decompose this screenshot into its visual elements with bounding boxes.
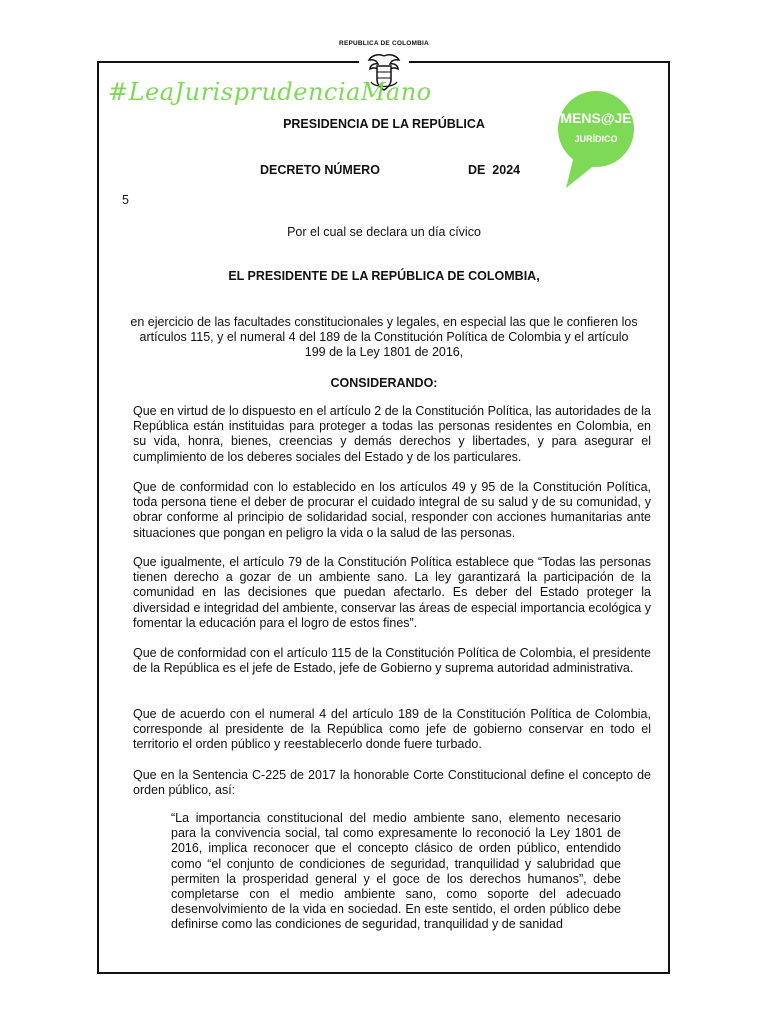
country-caption: REPUBLICA DE COLOMBIA — [339, 40, 429, 47]
paragraph: Que en la Sentencia C-225 de 2017 la honorable Corte Constitucional define el concepto de orden público, así: — [133, 768, 651, 798]
decree-number-label: DECRETO NÚMERO — [260, 163, 380, 177]
considering-title: CONSIDERANDO: — [330, 376, 438, 390]
badge-title: MENS@JE — [560, 110, 632, 126]
powers-clause — [100, 315, 668, 361]
side-number: 5 — [122, 193, 129, 207]
paragraph: Que de conformidad con lo establecido en los artículos 49 y 95 de la Constitución Política, toda persona tiene el deber de procurar el cuidado integral de su salud y de su comunidad, y obrar conforme al principio de solidaridad social, responder con acciones humanitarias ante situaciones que pongan en peligro la vida o la salud de las personas. — [133, 480, 651, 540]
hashtag-watermark: #LeaJurisprudenciaMano — [108, 78, 432, 106]
decree-year-label: DE 2024 — [468, 163, 521, 177]
badge-subtitle: JURÍDICO — [574, 134, 618, 144]
paragraph: Que igualmente, el artículo 79 de la Constitución Política establece que “Todas las personas tienen derecho a gozar de un ambiente sano. La ley garantizará la participación de la comunidad en las decisiones que puedan afectarlo. Es deber del Estado proteger la diversidad e integridad del ambiente, conservar las áreas de especial importancia ecológica y fomentar la educación para el logro de estos fines”. — [133, 555, 651, 630]
decree-subject: Por el cual se declara un día cívico — [287, 225, 481, 239]
paragraph: Que de acuerdo con el numeral 4 del artículo 189 de la Constitución Política de Colombia, corresponde al presidente de la República como jefe de gobierno conservar en todo el territorio el orden público y reestablecerlo donde fuere turbado. — [133, 707, 651, 752]
powers-line: artículos 115, y el numeral 4 del 189 de la Constitución Política de Colombia y el artículo — [139, 330, 629, 345]
issuer-heading: EL PRESIDENTE DE LA REPÚBLICA DE COLOMBIA, — [228, 269, 540, 283]
quoted-excerpt: “La importancia constitucional del medio ambiente sano, elemento necesario para la convivencia social, tal como expresamente lo reconoció la Ley 1801 de 2016, implica reconocer que el concepto clásico de orden público, entendido como “el conjunto de condiciones de seguridad, tranquilidad y salubridad que permiten la prosperidad general y el goce de los derechos humanos”, debe completarse con el medio ambiente sano, como soporte del adecuado desenvolvimiento de la vida en sociedad. En este sentido, el orden público debe definirse como las condiciones de seguridad, tranquilidad y de sanidad — [171, 811, 621, 932]
paragraph: Que de conformidad con el artículo 115 de la Constitución Política de Colombia, el presidente de la República es el jefe de Estado, jefe de Gobierno y suprema autoridad administrativa. — [133, 646, 651, 676]
powers-line: 199 de la Ley 1801 de 2016, — [304, 345, 464, 360]
paragraph: Que en virtud de lo dispuesto en el artículo 2 de la Constitución Política, las autoridades de la República están instituidas para proteger a todas las personas residentes en Colombia, en su vida, honra, bienes, creencias y demás derechos y libertades, y para asegurar el cumplimiento de los deberes sociales del Estado y de los particulares. — [133, 404, 651, 464]
office-title: PRESIDENCIA DE LA REPÚBLICA — [283, 117, 485, 131]
powers-line: en ejercicio de las facultades constitucionales y legales, en especial las que le confieren los — [130, 315, 638, 329]
